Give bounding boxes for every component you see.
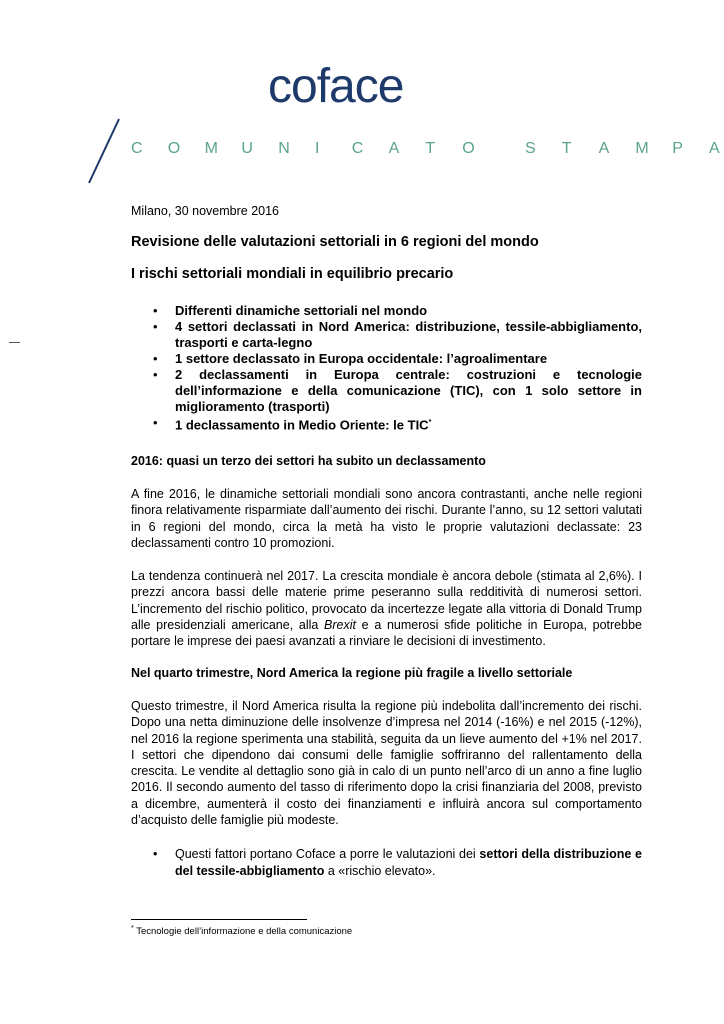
margin-mark [9,342,20,343]
section-heading: 2016: quasi un terzo dei settori ha subito un declassamento [131,454,486,468]
document-subtitle: I rischi settoriali mondiali in equilibrio precario [131,266,454,282]
highlight-item: • Differenti dinamiche settoriali nel mondo [131,303,642,319]
conclusion-list [131,846,642,880]
press-release-letter: A [388,140,400,157]
press-release-label [131,139,720,159]
footnote: * Tecnologie dell’informazione e della comunicazione [131,925,353,938]
press-release-letter: O [462,140,475,157]
svg-text:coface: coface [268,62,404,112]
press-release-letter: T [425,140,436,157]
paragraph: Questo trimestre, il Nord America risulta la regione più indebolita dall’incremento dei rischi. Dopo una netta diminuzione delle insolvenze d’impresa nel 2014 (-16%) e nel 2015 (-12%), nel 2016 la regione sperimenta una stabilità, seguita da un lieve aumento del +1% nel 2017. I settori che dipendono dai consumi delle famiglie soffriranno del rallentamento della crescita. Le vendite al dettaglio sono già in calo di un punto nell’arco di un anno a fine luglio 2016. Il secondo aumento del tasso di riferimento dopo la crisi finanziaria del 2008, previsto a dicembre, aumenterà il costo dei finanziamenti e influirà ancora sul comportamento d’acquisto delle famiglie più modeste. [131,699,642,828]
press-release-letter: N [278,140,290,157]
paragraph: La tendenza continuerà nel 2017. La crescita mondiale è ancora debole (stimata al 2,6%). I prezzi ancora bassi delle materie prime peseranno sulla redditività di numerosi settori. L’incremento del rischio politico, provocato da incertezze legate alla vittoria di Donald Trump alle presidenziali americane, alla Brexit e a numerosi sfide politiche in Europa, potrebbe portare le imprese dei paesi avanzati a rinviare le decisioni di investimento. [131,569,642,649]
press-release-letter: O [167,140,181,157]
press-release-letter: I [315,140,320,157]
conclusion-item: • Questi fattori portano Coface a porre le valutazioni dei settori della distribuzione e del tessile-abbigliamento a «rischio elevato». [131,846,642,880]
coface-logo [268,62,454,112]
document-title: Revisione delle valutazioni settoriali in 6 regioni del mondo [131,234,539,250]
footnote-reference: * [428,419,432,426]
footnote-separator [131,919,307,920]
paragraph: A fine 2016, le dinamiche settoriali mondiali sono ancora contrastanti, anche nelle regioni finora relativamente risparmiate dall’aumento dei rischi. Durante l’anno, su 12 settori valutati in 6 regioni del mondo, circa la metà ha visto le proprie valutazioni declassate: 23 declassamenti contro 10 promozioni. [131,487,642,550]
press-release-letter: T [561,140,572,157]
press-release-letter: M [635,140,649,157]
highlight-item: • 1 settore declassato in Europa occidentale: l’agroalimentare [131,351,642,367]
highlights-list [131,303,642,433]
highlight-item: • 4 settori declassati in Nord America: distribuzione, tessile-abbigliamento, trasporti e carta-legno [131,319,642,351]
press-release-letter: S [525,140,536,157]
highlight-item: • 1 declassamento in Medio Oriente: le TIC* [131,415,642,433]
highlight-item: • 2 declassamenti in Europa centrale: costruzioni e tecnologie dell’informazione e della comunicazione (TIC), con 1 solo settore in miglioramento (trasporti) [131,367,642,415]
press-release-letter: A [598,140,610,157]
press-release-letter: U [241,140,253,157]
press-release-letter: M [204,140,218,157]
press-release-letter: A [709,140,720,157]
document-date: Milano, 30 novembre 2016 [131,204,280,218]
section-heading: Nel quarto trimestre, Nord America la regione più fragile a livello settoriale [131,666,573,680]
press-release-letter: C [131,140,143,157]
header-slash-decoration [86,118,122,184]
press-release-letter: P [672,140,683,157]
press-release-letter: C [351,140,364,157]
